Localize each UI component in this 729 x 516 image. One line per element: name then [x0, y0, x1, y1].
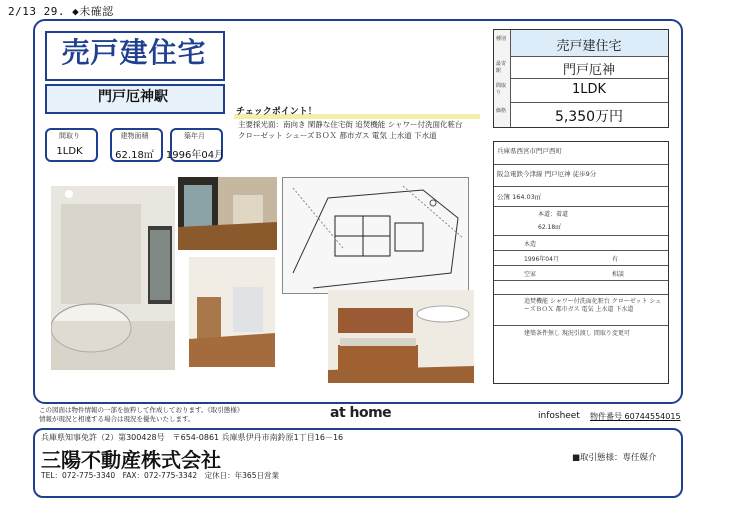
- summary-station: 門戸厄神: [562, 63, 615, 78]
- built-label: 築年月: [184, 132, 205, 140]
- kitchen-photo: [328, 290, 474, 383]
- bathroom-photo: [51, 186, 175, 370]
- athome-logo: at home: [330, 405, 392, 421]
- listing-station: 門戸厄神駅: [98, 89, 168, 105]
- fax-timestamp: 2/13 29.: [8, 5, 65, 18]
- property-number: 物件番号 60744554015: [590, 412, 681, 421]
- summary-layout-label: 間取り: [496, 83, 507, 96]
- summary-type-label: 種別: [496, 36, 507, 42]
- floor-plan-image: [282, 177, 469, 294]
- disclaimer: [39, 406, 243, 424]
- detail-address: 兵庫県西宮市門戸西町: [497, 147, 562, 155]
- detail-current: 空家: [524, 271, 537, 278]
- summary-price: 5,350万円: [554, 109, 624, 125]
- fax-header: [8, 3, 114, 19]
- room-photo: [178, 177, 277, 250]
- infosheet-label: infosheet: [538, 411, 580, 421]
- detail-traffic: 阪急電鉄今津線 門戸厄神 徒歩9分: [497, 170, 597, 178]
- summary-station-label: 最寄駅: [496, 61, 507, 74]
- summary-table: [493, 29, 669, 128]
- summary-price-label: 価格: [496, 108, 507, 114]
- checkpoint-title: チェックポイント！: [236, 107, 317, 117]
- detail-land-area: 公簿 164.03㎡: [497, 193, 542, 201]
- detail-built: 1996年04月: [524, 256, 559, 263]
- disclaimer-line-1: この図面は物件情報の一部を抜粋して作成しております。《取引態様》: [39, 406, 244, 414]
- fax-status: ◆未確認: [72, 5, 114, 18]
- detail-facilities: 追焚機能 シャワー付洗面化粧台 クローゼット シューズＢＯＸ 都市ガス 電気 上水道 下水道: [524, 298, 662, 313]
- detail-remarks: 建築条件無し 現況引渡し 間取り変更可: [524, 330, 630, 337]
- summary-type: 売戸建住宅: [556, 39, 622, 54]
- detail-road: 本道：着道: [538, 211, 569, 218]
- area-value: 62.18㎡: [115, 150, 154, 161]
- built-value: 1996年04月: [165, 150, 225, 161]
- hallway-photo: [189, 257, 275, 367]
- area-label: 建物面積: [120, 132, 149, 140]
- layout-value: 1LDK: [56, 146, 83, 157]
- contact-info: TEL：072-775-3340 FAX：072-775-3342 定休日：年365日営業: [41, 471, 279, 480]
- company-name: 三陽不動産株式会社: [41, 448, 221, 472]
- license-info: 兵庫県知事免許（2）第300428号 〒654-0861 兵庫県伊丹市南鈴原1丁目16－16: [41, 433, 344, 442]
- detail-structure: 木造: [524, 241, 537, 248]
- disclaimer-line-2: 情報が現況と相違する場合は現況を優先いたします。: [39, 415, 195, 423]
- detail-delivery: 相談: [612, 271, 625, 278]
- detail-building-area: 62.18㎡: [538, 224, 562, 231]
- checkpoint-text: 主要採光面：南向き 閑静な住宅街 追焚機能 シャワー付洗面化粧台 クローゼット シューズＢＯＸ 都市ガス 電気 上水道 下水道: [238, 120, 463, 140]
- detail-parking: 有: [612, 256, 619, 263]
- layout-label: 間取り: [59, 132, 80, 140]
- summary-layout: 1LDK: [571, 82, 607, 97]
- details-table: [493, 141, 669, 384]
- transaction-type: ■取引態様：専任媒介: [572, 453, 657, 463]
- listing-title: 売戸建住宅: [61, 36, 207, 69]
